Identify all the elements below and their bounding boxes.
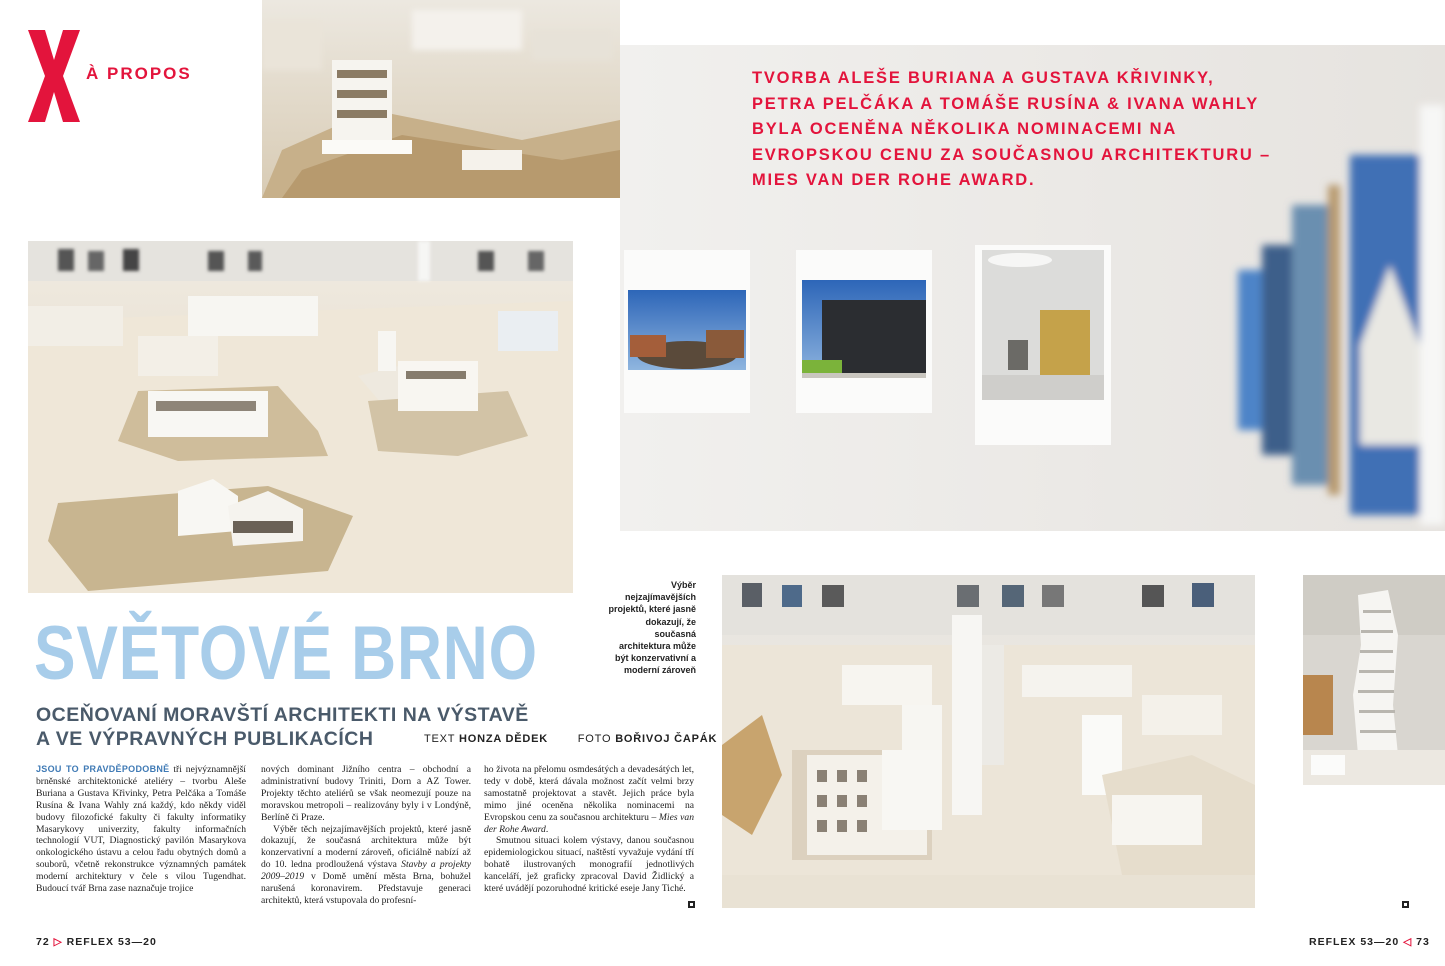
photo-exhibition-hall bbox=[722, 575, 1255, 908]
folio-right bbox=[1309, 936, 1430, 948]
body-text: ho života na přelomu osmdesátých a devadesátých let, tedy v době, která dávala možnost začít velmi brzy samostatně projektovat a stavět. Jejich práce byla mimo jiné oceněna několika nominacemi na Evropskou cenu za současnou architekturu – bbox=[484, 764, 694, 823]
body-column-1 bbox=[36, 764, 246, 895]
body-column-2 bbox=[261, 764, 471, 907]
body-column-3 bbox=[484, 764, 694, 895]
page-number: 73 bbox=[1416, 936, 1430, 948]
magazine-issue: REFLEX 53—20 bbox=[66, 936, 157, 948]
body-paragraph: nových dominant Jižního centra – obchodní a administrativní budovy Triniti, Dorn a AZ Tower. Projekty těchto ateliérů se však neomezují pouze na moravskou metropoli – realizovány byly i v Londýně, Berlíně či Praze. bbox=[261, 764, 471, 823]
body-text: Výběr těch nejzajímavějších projektů, které jasně dokazují, že současná architektura může být konzervativní a moderní zároveň, oficiálně nabízí až do 10. ledna prodloužená výstava bbox=[261, 823, 471, 871]
end-mark-icon bbox=[1402, 901, 1409, 908]
subheadline-line-1: OCEŇOVANÍ MORAVŠTÍ ARCHITEKTI NA VÝSTAVĚ bbox=[36, 704, 529, 726]
photo-credit-name: BOŘIVOJ ČAPÁK bbox=[615, 733, 718, 745]
photo-tower-model bbox=[1303, 575, 1445, 785]
body-text: v Domě umění města Brna, bohužel narušená koronavirem. Představuje generaci architektů, která vstupovala do profesní- bbox=[261, 871, 471, 906]
photo-credit-label: FOTO bbox=[577, 733, 612, 745]
page-title: SVĚTOVÉ BRNO bbox=[34, 611, 538, 696]
subheadline-line-2: A VE VÝPRAVNÝCH PUBLIKACÍCH bbox=[36, 728, 374, 750]
byline bbox=[424, 733, 717, 745]
end-mark-icon bbox=[688, 901, 695, 908]
triangle-left-icon: ◁ bbox=[1403, 936, 1413, 948]
text-credit-name: HONZA DĚDEK bbox=[458, 733, 549, 745]
pull-quote: TVORBA ALEŠE BURIANA A GUSTAVA KŘIVINKY, PETRA PELČÁKA A TOMÁŠE RUSÍNA & IVANA WAHLY BYLA OCENĚNA NĚKOLIKA NOMINACEMI NA EVROPSKOU CENU ZA SOUČASNOU ARCHITEKTURU – MIES VAN DER ROHE AWARD. bbox=[752, 69, 1271, 189]
photo-models-table bbox=[28, 241, 573, 593]
reflex-x-logo bbox=[28, 30, 80, 122]
page-number: 72 bbox=[36, 936, 50, 948]
exhibition-title: Stavby a projekty 2009–2019 bbox=[261, 859, 472, 883]
photo-caption: Výběr nejzajímavějších projektů, které jasně dokazují, že současná architektura může být konzervativní a moderní zároveň bbox=[608, 580, 696, 676]
magazine-issue: REFLEX 53—20 bbox=[1309, 936, 1400, 948]
body-text: tři nejvýznamnější brněnské architektonické ateliéry – tvorbu Aleše Buriana a Gustava Křivinky, Petra Pelčáka a Tomáše Rusína & Ivana Wahly zná každý, kdo někdy viděl budovy filozofické fakulty či fakulty informatiky Masarykovy univerzity, fakulty informačních technologií VUT, Diagnostický pavilón Masarykova onkologického ústavu a celou řadu obytných domů a souborů, včetně rekonstrukce významných památek moderní architektury v čele s vilou Tugendhat. Budoucí tvář Brna zase naznačuje trojice bbox=[36, 764, 246, 895]
folio-left bbox=[36, 936, 157, 948]
lead-in: JSOU TO PRAVDĚPODOBNĚ bbox=[36, 764, 170, 774]
body-text: . bbox=[545, 823, 549, 835]
text-credit-label: TEXT bbox=[424, 733, 456, 745]
triangle-right-icon: ▷ bbox=[53, 936, 63, 948]
section-label: À PROPOS bbox=[86, 64, 192, 83]
photo-villa-model bbox=[262, 0, 620, 198]
award-title: Mies van der Rohe Award bbox=[484, 811, 695, 835]
body-paragraph: Smutnou situaci kolem výstavy, danou současnou epidemiologickou situací, naštěstí vyvažuje vydání tří bohatě ilustrovaných monografií jednotlivých kanceláří, jež graficky zpracoval David Židlický a které uvádějí pozoruhodné kritické eseje Jany Tiché. bbox=[484, 835, 694, 895]
